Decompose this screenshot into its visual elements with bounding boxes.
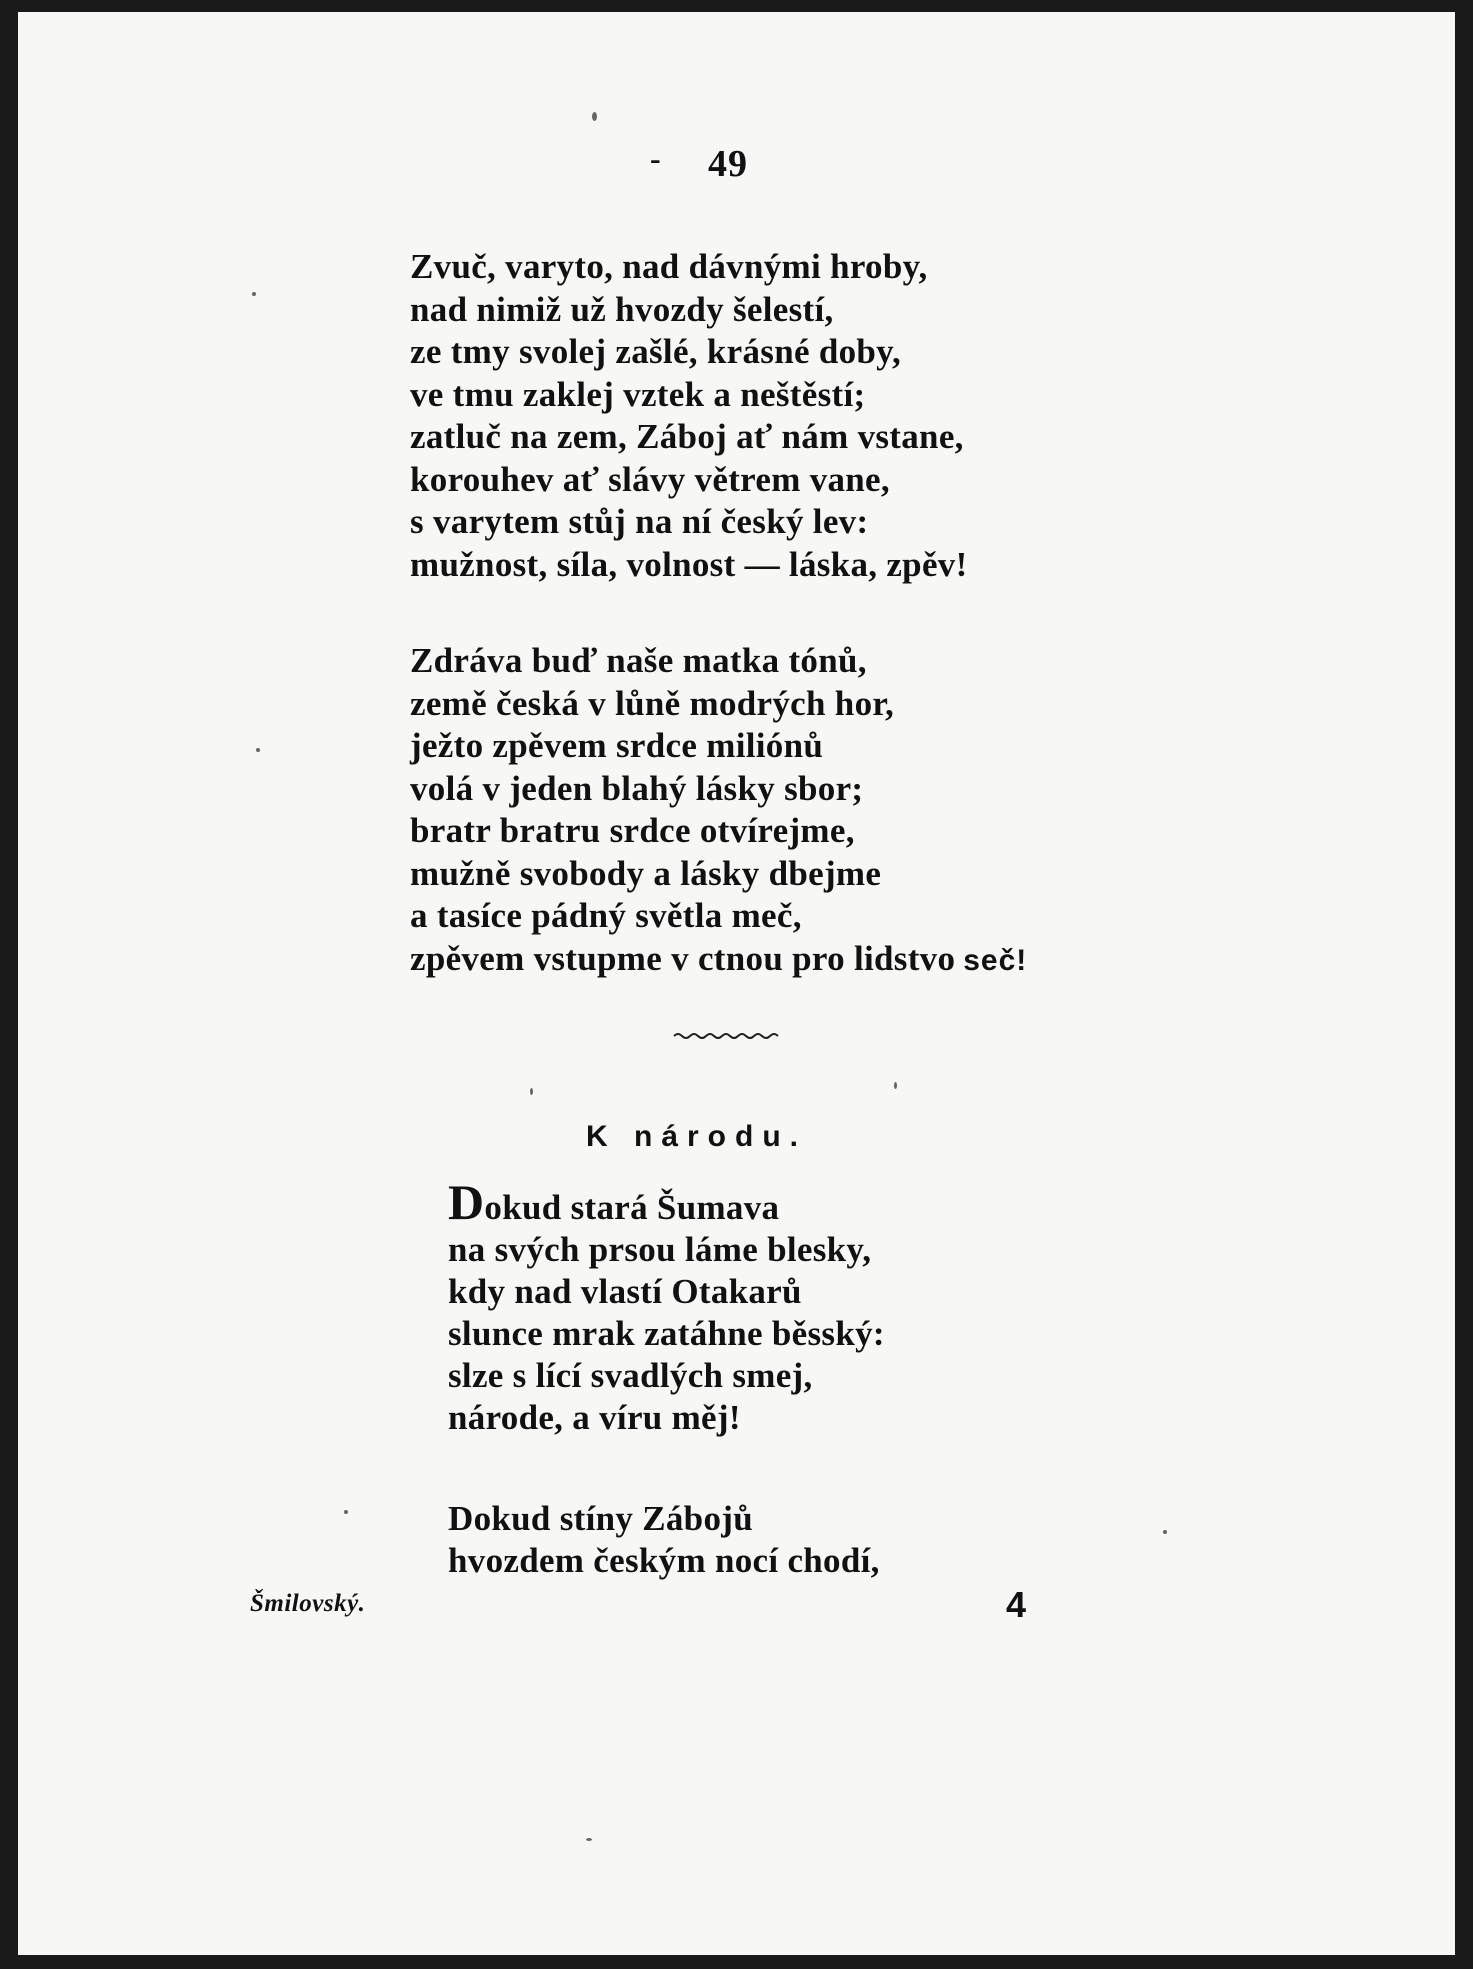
verse-line: zatluč na zem, Záboj ať nám vstane, (410, 417, 964, 456)
page-number: 49 (708, 143, 748, 185)
footer-author-name: Šmilovský. (250, 1590, 366, 1617)
print-speck (252, 292, 256, 296)
verse-line: volá v jeden blahý lásky sbor; (410, 768, 864, 808)
poem-two-stanza-one (448, 1174, 885, 1439)
verse-line: hvozdem českým nocí chodí, (448, 1541, 880, 1580)
verse-line: na svých prsou láme blesky, (448, 1230, 872, 1269)
verse-line: národe, a víru měj! (448, 1398, 741, 1437)
verse-line: Zvuč, varyto, nad dávnými hroby, (410, 247, 928, 286)
poem-two-title: K národu. (586, 1120, 807, 1153)
verse-line: a tasíce pádný světla meč, (410, 896, 802, 935)
verse-line: bratr bratru srdce otvírejme, (410, 811, 855, 850)
verse-line: slunce mrak zatáhne běsský: (448, 1314, 885, 1353)
print-speck (1163, 1530, 1167, 1534)
verse-line: s varytem stůj na ní český lev: (410, 502, 869, 541)
verse-line: země česká v lůně modrých hor, (410, 683, 895, 723)
verse-line: mužnost, síla, volnost — láska, zpěv! (410, 544, 968, 584)
verse-line: nad nimiž už hvozdy šelestí, (410, 289, 834, 329)
print-speck (256, 748, 260, 752)
verse-line-text: zpěvem vstupme v ctnou pro lidstvo (410, 938, 956, 978)
poem-two-stanza-two (448, 1498, 880, 1582)
verse-line: slze s lící svadlých smej, (448, 1356, 813, 1395)
book-page (18, 12, 1455, 1955)
section-divider-ornament (672, 1030, 780, 1042)
print-speck (344, 1510, 348, 1514)
verse-line-text: okud stará Šumava (484, 1188, 780, 1227)
print-speck (592, 112, 597, 121)
print-speck (894, 1082, 897, 1089)
verse-line: Zdráva buď naše matka tónů, (410, 641, 867, 680)
poem-one-stanza-one (410, 246, 968, 586)
page-number-dash: - (650, 140, 661, 176)
drop-cap-letter: D (448, 1174, 485, 1230)
verse-line: Dokud stíny Zábojů (448, 1499, 753, 1538)
verse-line: kdy nad vlastí Otakarů (448, 1272, 802, 1311)
verse-line: korouhev ať slávy větrem vane, (410, 459, 890, 499)
verse-line: ve tmu zaklej vztek a neštěstí; (410, 374, 866, 414)
page-content (18, 12, 1455, 1955)
verse-line-first (448, 1174, 885, 1230)
verse-line-end-word: seč! (963, 943, 1028, 977)
print-speck (586, 1838, 592, 1841)
verse-line: ježto zpěvem srdce miliónů (410, 726, 824, 765)
poem-one-stanza-two (410, 640, 1027, 982)
footer-signature-mark: 4 (1006, 1584, 1027, 1625)
print-speck (530, 1088, 533, 1095)
verse-line: ze tmy svolej zašlé, krásné doby, (410, 332, 902, 371)
verse-line-last (410, 938, 1027, 983)
verse-line: mužně svobody a lásky dbejme (410, 853, 882, 893)
